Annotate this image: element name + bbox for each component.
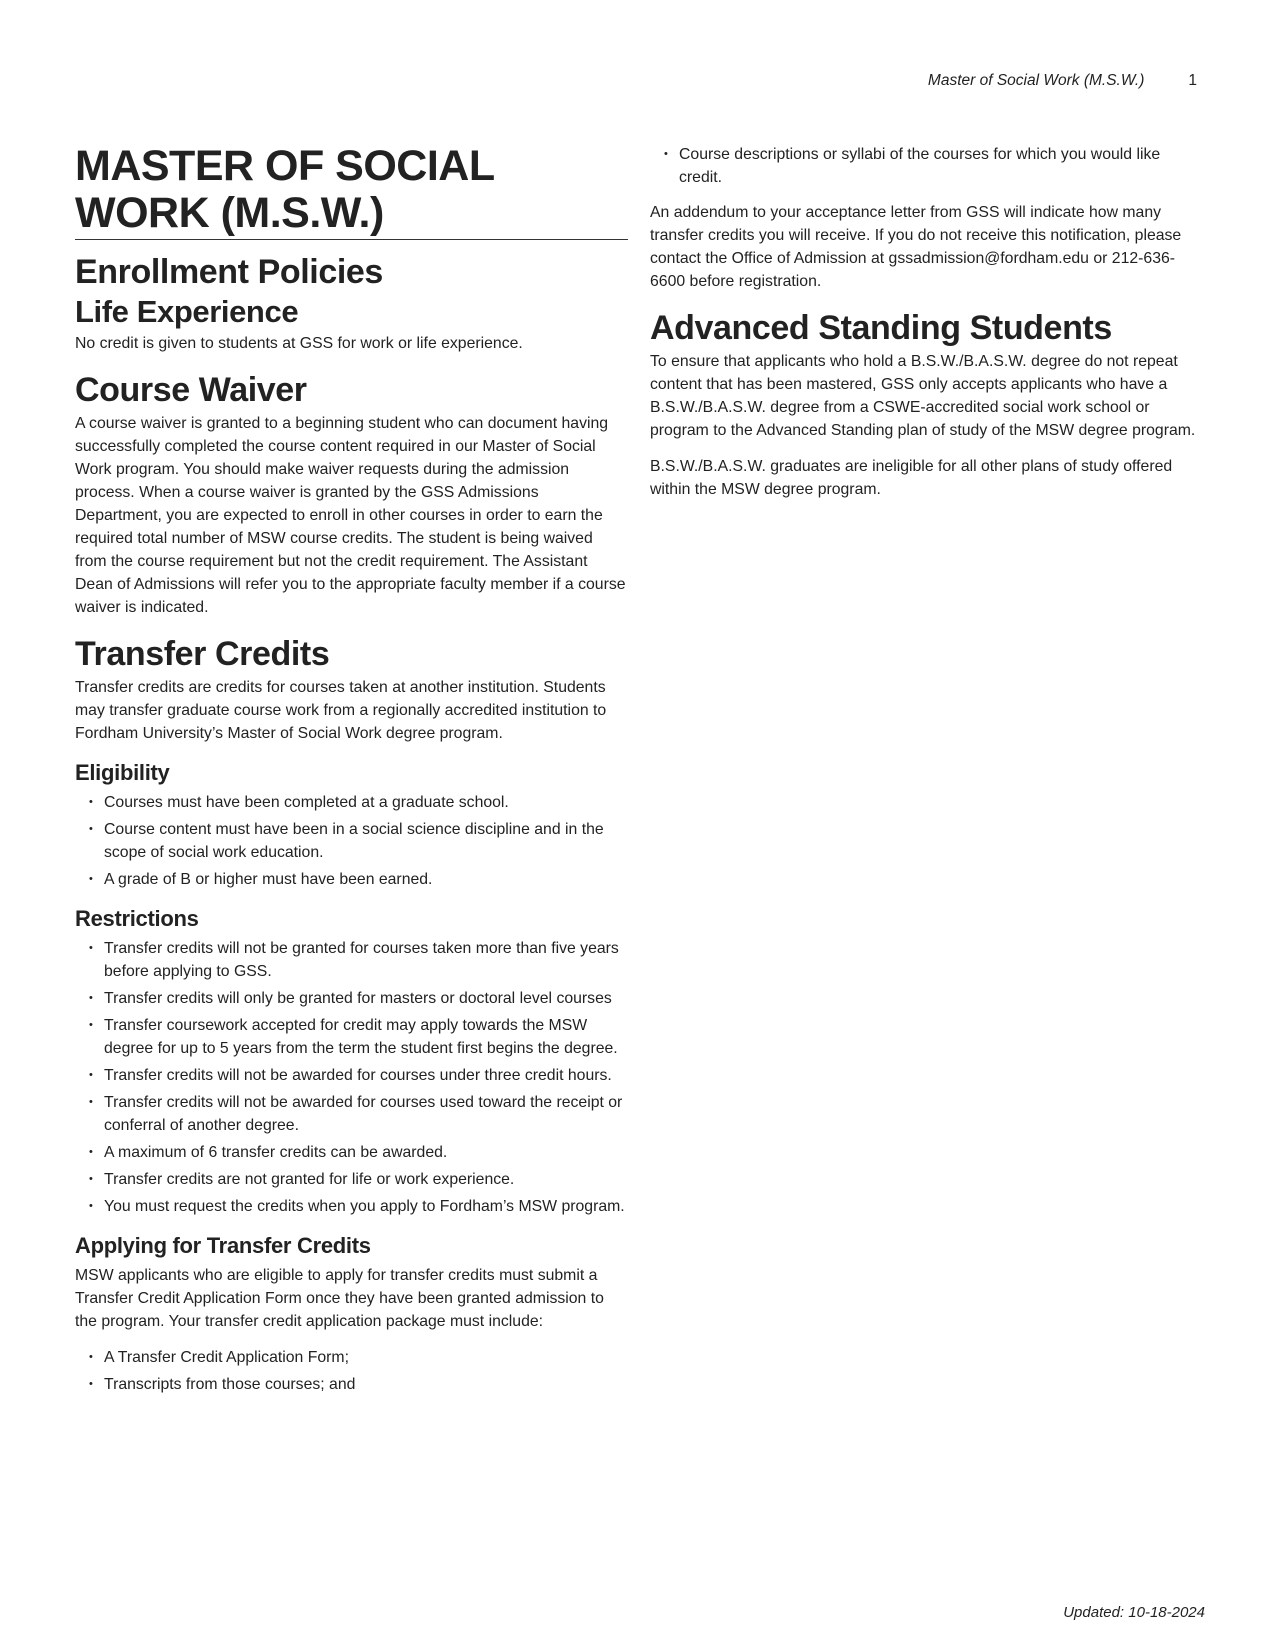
page-header	[928, 72, 1197, 90]
life-experience-heading: Life Experience	[75, 294, 299, 329]
applying-text: MSW applicants who are eligible to apply for transfer credits must submit a Transfer Credit Application Form once they have been granted admission to the program. Your transfer credit application package must include:	[75, 1267, 604, 1330]
list-item: • Transfer credits are not granted for life or work experience.	[89, 1168, 628, 1191]
header-title: Master of Social Work (M.S.W.)	[927, 72, 1145, 89]
advanced-standing-text-1: To ensure that applicants who hold a B.S.W./B.A.S.W. degree do not repeat content that has been mastered, GSS only accepts applicants who have a B.S.W./B.A.S.W. degree from a CSWE-accredited social work school or program to the Advanced Standing plan of study of the MSW degree program.	[650, 353, 1196, 439]
transfer-credits-heading: Transfer Credits	[75, 635, 330, 673]
advanced-standing-heading: Advanced Standing Students	[650, 309, 1112, 347]
list-item: • You must request the credits when you apply to Fordham’s MSW program.	[89, 1195, 628, 1218]
enrollment-heading: Enrollment Policies	[75, 253, 383, 291]
list-item: • Transfer credits will not be granted for courses taken more than five years before applying to GSS.	[89, 937, 628, 983]
applying-heading: Applying for Transfer Credits	[75, 1233, 371, 1258]
course-waiver-heading: Course Waiver	[75, 371, 307, 409]
page-title: MASTER OF SOCIAL WORK (M.S.W.)	[75, 143, 628, 240]
life-experience-text: No credit is given to students at GSS for work or life experience.	[75, 335, 523, 352]
applying-list	[75, 1346, 628, 1396]
list-item: • Course content must have been in a social science discipline and in the scope of social work education.	[89, 818, 628, 864]
eligibility-list	[75, 791, 628, 891]
list-item: • A grade of B or higher must have been earned.	[89, 868, 628, 891]
list-item: • Transfer credits will not be awarded for courses under three credit hours.	[89, 1064, 628, 1087]
page-footer: Updated: 10-18-2024	[1063, 1604, 1205, 1621]
list-item: • Transfer credits will only be granted for masters or doctoral level courses	[89, 987, 628, 1010]
list-item: • Transfer credits will not be awarded for courses used toward the receipt or conferral of another degree.	[89, 1091, 628, 1137]
list-item: • A Transfer Credit Application Form;	[89, 1346, 628, 1369]
list-item: • Transcripts from those courses; and	[89, 1373, 628, 1396]
transfer-credits-text: Transfer credits are credits for courses taken at another institution. Students may transfer graduate course work from a regionally accredited institution to Fordham University’s Master of Social Work degree program.	[75, 679, 607, 742]
page-number: 1	[1188, 72, 1197, 89]
list-item: • Course descriptions or syllabi of the courses for which you would like credit.	[664, 143, 1205, 189]
list-item: • Transfer coursework accepted for credit may apply towards the MSW degree for up to 5 years from the term the student first begins the degree.	[89, 1014, 628, 1060]
list-item: • A maximum of 6 transfer credits can be awarded.	[89, 1141, 628, 1164]
course-waiver-text: A course waiver is granted to a beginning student who can document having successfully completed the course content required in our Master of Social Work program. You should make waiver requests during the admission process. When a course waiver is granted by the GSS Admissions Department, you are expected to enroll in other courses in order to earn the required total number of MSW course credits. The student is being waived from the course requirement but not the credit requirement. The Assistant Dean of Admissions will refer you to the appropriate faculty member if a course waiver is indicated.	[75, 415, 626, 616]
applying-list-continued	[650, 143, 1205, 189]
restrictions-list	[75, 937, 628, 1218]
restrictions-heading: Restrictions	[75, 906, 199, 931]
eligibility-heading: Eligibility	[75, 760, 170, 785]
left-column	[75, 143, 628, 1404]
advanced-standing-text-2: B.S.W./B.A.S.W. graduates are ineligible for all other plans of study offered within the MSW degree program.	[650, 458, 1173, 498]
addendum-text: An addendum to your acceptance letter from GSS will indicate how many transfer credits you will receive. If you do not receive this notification, please contact the Office of Admission at gssadmission@fordham.edu or 212-636-6600 before registration.	[650, 204, 1182, 290]
list-item: • Courses must have been completed at a graduate school.	[89, 791, 628, 814]
right-column	[650, 143, 1205, 514]
